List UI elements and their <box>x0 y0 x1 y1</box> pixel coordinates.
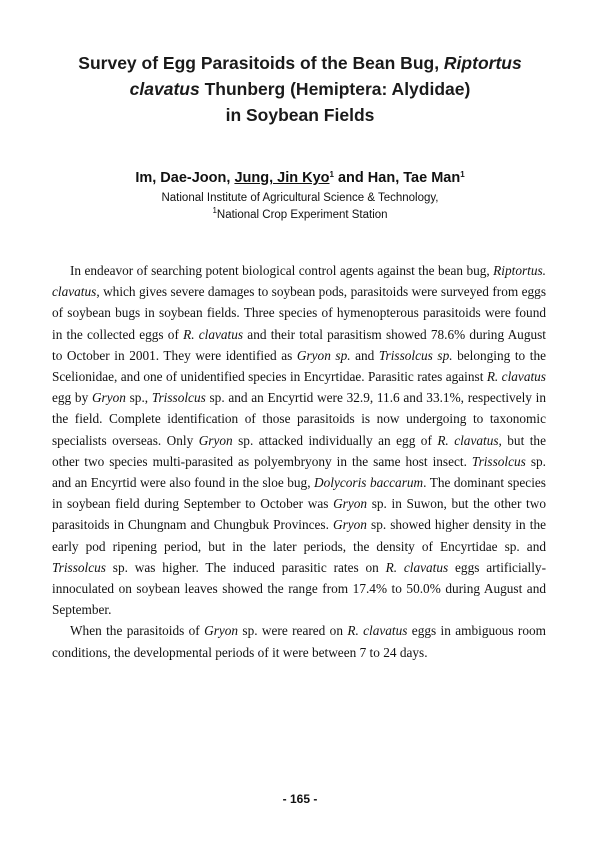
italic-run: Gryon sp. <box>296 347 351 363</box>
text-run: sp. and an Encyrtid were 32.9, 11.6 and 33.1%, respectively in the field. Complete identification of those parasitoids is now undergoing to taxonomic specialists overseas. Only <box>52 390 546 448</box>
text-run: , but the other two species multi-parasited as polyembryony in the same host insect. <box>52 432 546 469</box>
author-3: and Han, Tae Man <box>333 170 461 186</box>
text-run: and their total parasitism showed 78.6% during August to October in 2001. They were identified as <box>52 326 546 363</box>
title-genus: Riptortus <box>443 53 522 73</box>
title-species: clavatus <box>129 79 200 99</box>
title-text: Thunberg (Hemiptera: Alydidae) <box>199 79 471 99</box>
abstract-paragraph-2 <box>52 620 546 662</box>
italic-run: R. clavatus <box>486 369 546 385</box>
text-run: eggs artificially-innoculated on soybean leaves showed the range from 17.4% to 50.0% during August and September. <box>52 559 547 618</box>
text-run: eggs in ambiguous room conditions, the developmental periods of it were between 7 to 24 days. <box>52 623 547 660</box>
affiliation-2 <box>40 207 560 224</box>
abstract <box>52 260 546 663</box>
title-line-2 <box>40 76 560 102</box>
author-list <box>40 168 560 188</box>
italic-run: R. clavatus <box>347 623 408 639</box>
text-run: In endeavor of searching potent biological control agents against the bean bug, <box>70 263 494 278</box>
affiliation-1: National Institute of Agricultural Science & Technology, <box>161 192 439 204</box>
text-run: When the parasitoids of <box>70 623 205 639</box>
text-run: sp., <box>125 390 152 406</box>
italic-run: R. clavatus <box>183 326 244 342</box>
text-run: egg by <box>52 390 92 406</box>
text-run: sp. was higher. The induced parasitic rates on <box>105 559 386 575</box>
text-run: sp. and an Encyrtid were also found in the sloe bug, <box>52 453 546 491</box>
italic-run: Trissolcus <box>52 559 106 575</box>
title-line-1 <box>40 50 560 76</box>
title-text: Survey of Egg Parasitoids of the Bean Bug, <box>78 53 444 73</box>
italic-run: Trissolcus <box>151 390 206 406</box>
italic-run: Trissolcus <box>471 453 526 469</box>
paper-title <box>40 50 560 128</box>
italic-run: Trissolcus sp. <box>378 347 453 363</box>
affiliations <box>40 190 560 224</box>
italic-run: Dolycoris baccarum <box>314 475 424 491</box>
text-run: belonging to the Scelionidae, and one of unidentified species in Encyrtidae. Parasitic rates against <box>52 347 546 385</box>
text-run: . The dominant species in soybean field during September to October was <box>52 475 546 512</box>
author-2: Jung, Jin Kyo <box>234 170 330 186</box>
italic-run: Gryon <box>204 623 239 639</box>
text-run: and <box>350 347 379 363</box>
page-number: - 165 - <box>282 792 318 806</box>
text-run: sp. showed higher density in the early pod ripening period, but in the later periods, the density of Encyrtidae sp. and <box>52 517 547 554</box>
italic-run: Riptortus. clavatus <box>52 263 546 300</box>
italic-run: Gryon <box>332 517 367 533</box>
abstract-paragraph-1 <box>52 260 546 620</box>
text-run: sp. in Suwon, but the other two parasitoids in Chungnam and Chungbuk Provinces. <box>52 496 546 533</box>
italic-run: Gryon <box>198 432 233 448</box>
affiliation-2-text: National Crop Experiment Station <box>216 209 388 221</box>
text-run: sp. were reared on <box>238 623 348 639</box>
title-line-3: in Soybean Fields <box>225 105 375 125</box>
affiliation-2-mark: 1 <box>212 206 217 215</box>
text-run: sp. attacked individually an egg of <box>232 432 438 448</box>
author-1: Im, Dae-Joon, <box>135 170 235 186</box>
text-run: , which gives severe damages to soybean pods, parasitoids were surveyed from eggs of soybean bugs in soybean fields. Three species of hymenopterous parasitoids were found in the collected eggs of <box>52 284 546 342</box>
author-3-affiliation-mark: 1 <box>460 170 465 179</box>
italic-run: Gryon <box>91 390 126 406</box>
author-2-affiliation-mark: 1 <box>329 170 334 179</box>
italic-run: R. clavatus <box>437 432 499 448</box>
italic-run: Gryon <box>333 496 368 512</box>
italic-run: R. clavatus <box>385 559 449 575</box>
